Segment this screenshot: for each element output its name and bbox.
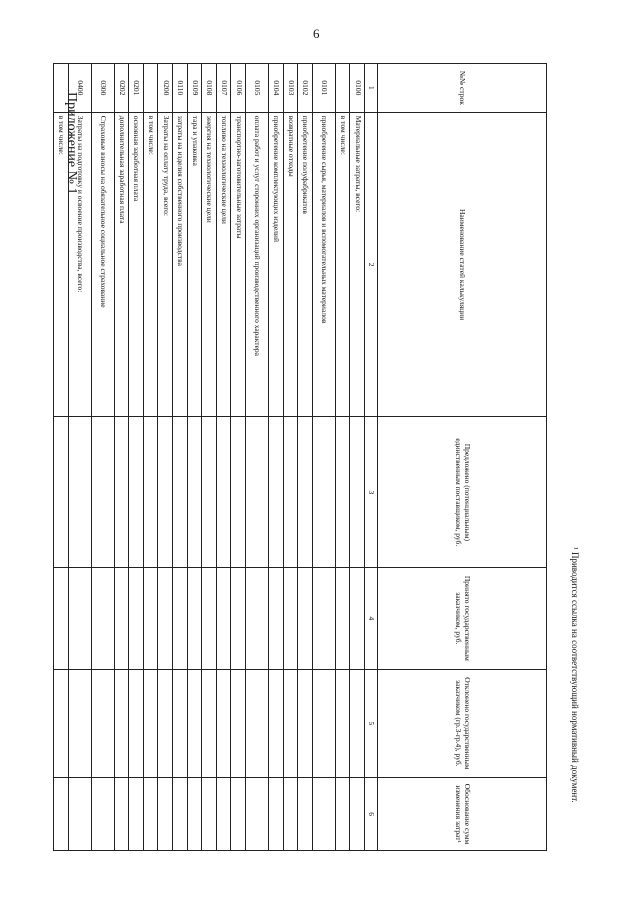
- row-code: 0107: [216, 64, 231, 113]
- cell-justification: [283, 778, 298, 851]
- cell-proposed: [91, 417, 114, 568]
- row-code: [143, 64, 158, 113]
- cell-justification: [54, 778, 69, 851]
- table-row: [129, 64, 144, 851]
- row-code: 0108: [202, 64, 217, 113]
- page-number: 6: [313, 26, 320, 41]
- cell-proposed: [129, 417, 144, 568]
- row-code: 0300: [91, 64, 114, 113]
- cell-rejected: [143, 669, 158, 778]
- row-code: 0200: [158, 64, 173, 113]
- column-number: 6: [365, 778, 378, 851]
- cell-justification: [143, 778, 158, 851]
- cell-accepted: [283, 568, 298, 669]
- row-code: 0103: [283, 64, 298, 113]
- table-row: [312, 64, 335, 851]
- row-code: [335, 64, 350, 113]
- cell-rejected: [129, 669, 144, 778]
- row-item-name: топливо на технологические цели: [216, 112, 231, 417]
- table-body: [54, 64, 365, 851]
- row-code: 0202: [114, 64, 129, 113]
- row-code: 0109: [187, 64, 202, 113]
- cell-accepted: [187, 568, 202, 669]
- footnote: ¹ Приводится ссылка на соответствующий нормативный документ.: [570, 547, 580, 803]
- cell-justification: [114, 778, 129, 851]
- row-code: 0110: [173, 64, 188, 113]
- cell-accepted: [312, 568, 335, 669]
- header-justification: Обоснование сумм изменения затрат¹: [378, 778, 547, 851]
- cell-justification: [202, 778, 217, 851]
- cell-accepted: [68, 568, 91, 669]
- cell-accepted: [173, 568, 188, 669]
- cell-accepted: [216, 568, 231, 669]
- cell-rejected: [91, 669, 114, 778]
- cell-proposed: [54, 417, 69, 568]
- cell-proposed: [68, 417, 91, 568]
- cell-proposed: [246, 417, 269, 568]
- column-number: 1: [365, 64, 378, 113]
- cell-justification: [246, 778, 269, 851]
- cell-justification: [335, 778, 350, 851]
- cell-accepted: [350, 568, 365, 669]
- column-number: 5: [365, 669, 378, 778]
- cell-proposed: [173, 417, 188, 568]
- table-row: [269, 64, 284, 851]
- calculation-table: [53, 63, 547, 851]
- cell-rejected: [187, 669, 202, 778]
- cell-accepted: [54, 568, 69, 669]
- cell-proposed: [114, 417, 129, 568]
- cell-accepted: [114, 568, 129, 669]
- cell-accepted: [158, 568, 173, 669]
- row-item-name: Затраты на подготовку и освоение производства, всего:: [68, 112, 91, 417]
- row-code: 0101: [312, 64, 335, 113]
- header-rejected: Отклонено государственным заказчиком (гр.3-гр.4), руб.: [378, 669, 547, 778]
- table-row: [335, 64, 350, 851]
- cell-proposed: [202, 417, 217, 568]
- appendix-label: Приложение № 1: [64, 92, 79, 195]
- table-row: [298, 64, 313, 851]
- table-row: [158, 64, 173, 851]
- cell-rejected: [173, 669, 188, 778]
- row-code: 0100: [350, 64, 365, 113]
- cell-accepted: [246, 568, 269, 669]
- row-item-name: в том числе:: [335, 112, 350, 417]
- row-item-name: дополнительная заработная плата: [114, 112, 129, 417]
- cell-accepted: [269, 568, 284, 669]
- cell-proposed: [269, 417, 284, 568]
- header-accepted: Принято государственным заказчиком, руб.: [378, 568, 547, 669]
- cell-justification: [68, 778, 91, 851]
- row-item-name: в том числе:: [54, 112, 69, 417]
- cell-rejected: [335, 669, 350, 778]
- row-code: 0201: [129, 64, 144, 113]
- cell-proposed: [143, 417, 158, 568]
- cell-rejected: [231, 669, 246, 778]
- cell-proposed: [283, 417, 298, 568]
- header-item-name: Наименование статей калькуляции: [378, 112, 547, 417]
- cell-justification: [298, 778, 313, 851]
- cell-proposed: [187, 417, 202, 568]
- column-number: 4: [365, 568, 378, 669]
- cell-rejected: [202, 669, 217, 778]
- table-row: [187, 64, 202, 851]
- table-row: [283, 64, 298, 851]
- row-code: [54, 64, 69, 113]
- cell-justification: [231, 778, 246, 851]
- row-item-name: тара и упаковка: [187, 112, 202, 417]
- row-item-name: возвратные отходы: [283, 112, 298, 417]
- table-row: [54, 64, 69, 851]
- column-number: 2: [365, 112, 378, 417]
- table-row: [91, 64, 114, 851]
- cell-rejected: [114, 669, 129, 778]
- cell-rejected: [283, 669, 298, 778]
- table-row: [350, 64, 365, 851]
- table-row: [114, 64, 129, 851]
- cell-proposed: [350, 417, 365, 568]
- row-item-name: энергия на технологические цели: [202, 112, 217, 417]
- cell-rejected: [216, 669, 231, 778]
- row-item-name: транспортно-заготовительные затраты: [231, 112, 246, 417]
- cell-accepted: [231, 568, 246, 669]
- table-row: [143, 64, 158, 851]
- row-item-name: оплата работ и услуг сторонних организаций производственного характера: [246, 112, 269, 417]
- cell-justification: [158, 778, 173, 851]
- cell-accepted: [202, 568, 217, 669]
- table-row: [231, 64, 246, 851]
- row-code: 0400: [68, 64, 91, 113]
- cell-proposed: [231, 417, 246, 568]
- cell-rejected: [269, 669, 284, 778]
- cell-rejected: [312, 669, 335, 778]
- row-code: 0104: [269, 64, 284, 113]
- cell-accepted: [298, 568, 313, 669]
- row-code: 0106: [231, 64, 246, 113]
- table-row: [202, 64, 217, 851]
- row-item-name: Затраты на оплату труда, всего:: [158, 112, 173, 417]
- row-item-name: Материальные затраты, всего:: [350, 112, 365, 417]
- row-item-name: затраты на изделия собственного производства: [173, 112, 188, 417]
- cell-rejected: [350, 669, 365, 778]
- table-row: [246, 64, 269, 851]
- cell-proposed: [335, 417, 350, 568]
- row-item-name: основная заработная плата: [129, 112, 144, 417]
- header-row-number: №№ строк: [378, 64, 547, 113]
- header-proposed: Предложено (потенциальным) единственным поставщиком, руб.: [378, 417, 547, 568]
- cell-rejected: [158, 669, 173, 778]
- cell-justification: [216, 778, 231, 851]
- cell-rejected: [246, 669, 269, 778]
- row-item-name: приобретение полуфабрикатов: [298, 112, 313, 417]
- cell-justification: [187, 778, 202, 851]
- row-item-name: приобретение сырья, материалов и вспомогательных материалов: [312, 112, 335, 417]
- cell-rejected: [68, 669, 91, 778]
- cell-justification: [312, 778, 335, 851]
- cell-proposed: [158, 417, 173, 568]
- table-row: [173, 64, 188, 851]
- table-row: [68, 64, 91, 851]
- cell-accepted: [129, 568, 144, 669]
- cell-justification: [129, 778, 144, 851]
- cell-proposed: [298, 417, 313, 568]
- cell-justification: [350, 778, 365, 851]
- row-code: 0105: [246, 64, 269, 113]
- cell-rejected: [298, 669, 313, 778]
- row-item-name: приобретение комплектующих изделий: [269, 112, 284, 417]
- row-item-name: в том числе:: [143, 112, 158, 417]
- cell-accepted: [143, 568, 158, 669]
- cell-justification: [173, 778, 188, 851]
- row-item-name: Страховые взносы на обязательное социальное страхование: [91, 112, 114, 417]
- row-code: 0102: [298, 64, 313, 113]
- table-row: [216, 64, 231, 851]
- cell-accepted: [335, 568, 350, 669]
- cell-justification: [91, 778, 114, 851]
- column-number: 3: [365, 417, 378, 568]
- cell-proposed: [216, 417, 231, 568]
- cell-rejected: [54, 669, 69, 778]
- cell-accepted: [91, 568, 114, 669]
- cell-proposed: [312, 417, 335, 568]
- cell-justification: [269, 778, 284, 851]
